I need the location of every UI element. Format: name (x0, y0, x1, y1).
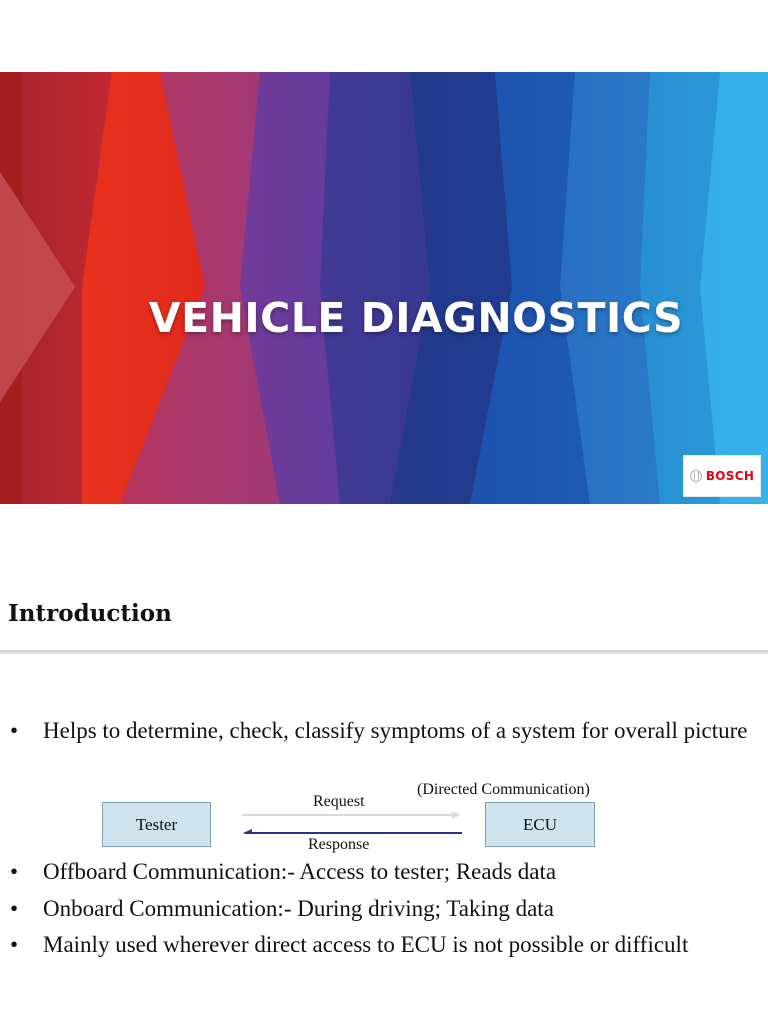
response-arrowhead (243, 829, 252, 834)
request-label: Request (313, 793, 365, 810)
bullet-text: Onboard Communication:- During driving; Taking data (43, 896, 554, 921)
directed-communication-note: (Directed Communication) (417, 781, 590, 798)
heading-divider (0, 650, 768, 654)
bullet-item (10, 930, 760, 960)
response-label: Response (308, 836, 370, 853)
request-arrowhead (452, 811, 460, 819)
bullet-text: Mainly used wherever direct access to ECU is not possible or difficult (43, 932, 689, 957)
bullet-text: Offboard Communication:- Access to tester; Reads data (43, 859, 557, 884)
bosch-armature-icon (690, 470, 702, 482)
bullet-glyph: • (10, 859, 19, 884)
bullet-glyph: • (10, 896, 19, 921)
presentation-title: VEHICLE DIAGNOSTICS (148, 294, 684, 342)
bullet-item (10, 857, 760, 887)
bosch-logo (683, 455, 761, 497)
bullet-glyph: • (10, 718, 19, 743)
title-banner (0, 72, 768, 504)
bosch-logo-text: BOSCH (705, 469, 755, 483)
introduction-slide (0, 572, 768, 1024)
bullet-item (10, 894, 760, 924)
slide-heading: Introduction (8, 600, 172, 627)
banner-background (0, 72, 768, 504)
tester-box: Tester (102, 802, 211, 847)
communication-arrows (240, 804, 465, 834)
bullet-glyph: • (10, 932, 19, 957)
ecu-box: ECU (485, 802, 595, 847)
bullet-item (10, 716, 760, 746)
bullet-text: Helps to determine, check, classify symptoms of a system for overall picture (43, 718, 748, 743)
